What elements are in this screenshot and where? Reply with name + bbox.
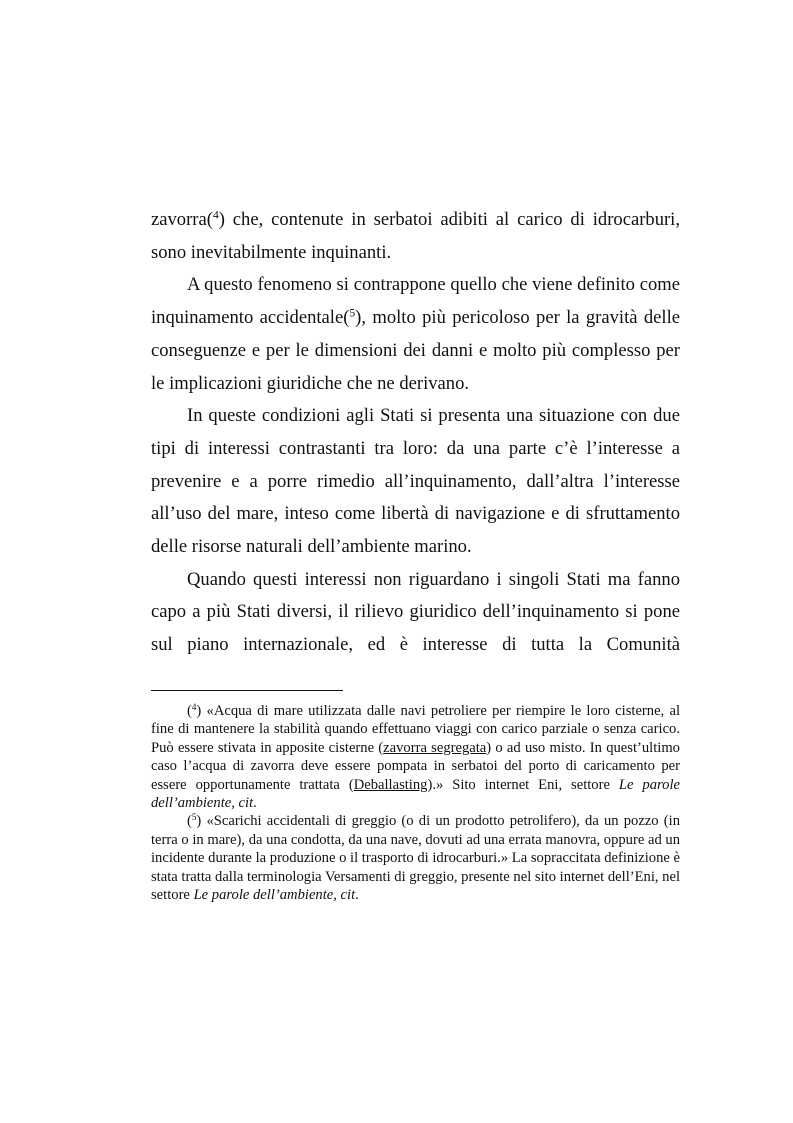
footnote-ref-4[interactable]: 4	[212, 209, 219, 222]
footnote-separator	[151, 690, 343, 691]
footnote-4: ($^4$) «Acqua di mare utilizzata dalle navi petroliere per riempire le loro cisterne, al fine di mantenere la stabilità quando effettuano viaggi con carico parziale o senza carico. Può essere stivata in apposite cisterne (zavorra segregata) o ad uso misto. In quest’ultimo caso l’acqua di zavorra deve essere pompata in serbatoi del porto di caricamento per essere opportunamente trattata (Deballasting).» Sito internet Eni, settore Le parole dell’ambiente, cit.	[151, 702, 680, 812]
paragraph-4: Quando questi interessi non riguardano i singoli Stati ma fanno capo a più Stati diversi, il rilievo giuridico dell’inquinamento si pone sul piano internazionale, ed è interesse di tutta la Comunità	[151, 568, 680, 656]
footnotes	[151, 702, 680, 904]
paragraph-3: In queste condizioni agli Stati si presenta una situazione con due tipi di interessi contrastanti tra loro: da una parte c’è l’interesse a prevenire e a porre rimedio all’inquinamento, dall’altra l’interesse all’uso del mare, inteso come libertà di navigazione e di sfruttamento delle risorse naturali dell’ambiente marino.	[151, 405, 680, 558]
link-zavorra-segregata[interactable]: zavorra segregata	[383, 739, 487, 756]
paragraph-1: zavorra($^4$) che, contenute in serbatoi adibiti al carico di idrocarburi, sono inevitabilmente inquinanti.	[151, 209, 680, 263]
main-text	[151, 204, 680, 662]
footnote-ref-5[interactable]: 5	[349, 307, 356, 320]
paragraph-2: A questo fenomeno si contrappone quello che viene definito come inquinamento accidentale($^5$), molto più pericoloso per la gravità delle conseguenze e per le dimensioni dei danni e molto più complesso per le implicazioni giuridiche che ne derivano.	[151, 274, 680, 394]
footnote-5: ($^5$) «Scarichi accidentali di greggio (o di un prodotto petrolifero), da un pozzo (in terra o in mare), da una condotta, da una nave, dovuti ad una errata manovra, oppure ad un incidente durante la produzione o il trasporto di idrocarburi.» La sopraccitata definizione è stata tratta dalla terminologia Versamenti di greggio, presente nel sito internet dell’Eni, nel settore Le parole dell’ambiente, cit.	[151, 812, 680, 904]
link-deballasting[interactable]: Deballasting	[353, 776, 428, 793]
